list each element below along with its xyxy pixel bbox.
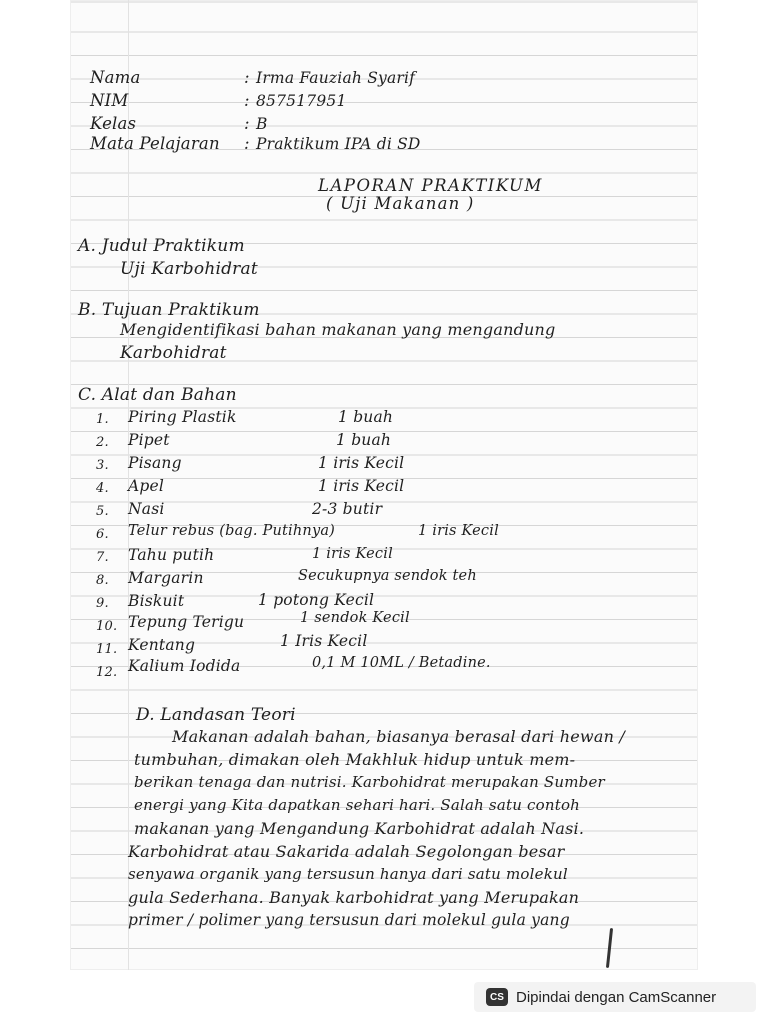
material-number: 7. [96,550,109,565]
section-b-body-line-1: Mengidentifikasi bahan makanan yang mengandung [120,320,556,339]
identity-value-nama: Irma Fauziah Syarif [256,69,416,87]
material-number: 5. [96,504,109,519]
material-name: Kalium Iodida [128,657,241,675]
theory-line: gula Sederhana. Banyak karbohidrat yang Merupakan [128,888,580,907]
material-number: 8. [96,573,109,588]
identity-label-mata-pelajaran: Mata Pelajaran [90,134,220,153]
material-name: Pisang [128,454,182,472]
identity-label-nim: NIM [90,91,129,110]
material-name: Nasi [128,500,165,518]
material-quantity: 1 iris Kecil [318,477,405,495]
material-quantity: 1 sendok Kecil [300,610,410,626]
material-number: 10. [96,619,118,634]
identity-label-kelas: Kelas [90,114,137,133]
identity-value-mata-pelajaran: Praktikum IPA di SD [256,135,421,153]
theory-line: energi yang Kita dapatkan sehari hari. Salah satu contoh [134,796,581,814]
material-quantity: 1 potong Kecil [258,591,375,609]
identity-colon: : [244,114,250,133]
material-name: Margarin [128,569,204,587]
section-b-body-line-2: Karbohidrat [120,343,227,363]
material-number: 4. [96,481,109,496]
material-number: 2. [96,435,109,450]
identity-colon: : [244,91,250,110]
theory-line: primer / polimer yang tersusun dari molekul gula yang [128,911,570,929]
identity-label-nama: Nama [90,68,141,87]
identity-colon: : [244,134,250,153]
theory-line: makanan yang Mengandung Karbohidrat adalah Nasi. [134,819,585,838]
theory-line: tumbuhan, dimakan oleh Makhluk hidup untuk mem- [134,750,576,769]
material-quantity: 1 iris Kecil [312,546,393,562]
section-d-heading: D. Landasan Teori [136,705,296,725]
material-quantity: Secukupnya sendok teh [298,568,477,584]
camscanner-logo-icon: CS [486,988,508,1006]
material-quantity: 0,1 M 10ML / Betadine. [312,655,491,671]
material-number: 12. [96,665,118,680]
material-quantity: 1 iris Kecil [318,454,405,472]
theory-line: Karbohidrat atau Sakarida adalah Segolongan besar [128,842,565,861]
theory-line: senyawa organik yang tersusun hanya dari satu molekul [128,865,568,883]
report-title: LAPORAN PRAKTIKUM [318,176,543,195]
material-quantity: 1 iris Kecil [418,523,499,539]
material-name: Tepung Terigu [128,613,245,631]
material-quantity: 1 buah [338,408,394,426]
material-name: Tahu putih [128,546,215,564]
section-a-body: Uji Karbohidrat [120,259,258,279]
material-number: 3. [96,458,109,473]
section-a-heading: A. Judul Praktikum [78,236,245,256]
material-name: Telur rebus (bag. Putihnya) [128,523,336,539]
section-c-heading: C. Alat dan Bahan [78,385,237,405]
material-name: Piring Plastik [128,408,237,426]
theory-line: Makanan adalah bahan, biasanya berasal dari hewan / [172,727,625,746]
material-name: Pipet [128,431,170,449]
theory-line: berikan tenaga dan nutrisi. Karbohidrat merupakan Sumber [134,773,605,791]
identity-value-kelas: B [256,115,268,133]
material-quantity: 1 Iris Kecil [280,632,368,650]
material-number: 11. [96,642,118,657]
report-subtitle: ( Uji Makanan ) [326,194,475,213]
identity-colon: : [244,68,250,87]
section-b-heading: B. Tujuan Praktikum [78,300,260,320]
material-quantity: 1 buah [336,431,392,449]
material-name: Biskuit [128,592,185,610]
material-name: Kentang [128,636,196,654]
identity-value-nim: 857517951 [256,92,347,110]
material-name: Apel [128,477,165,495]
material-quantity: 2-3 butir [312,500,383,518]
material-number: 1. [96,412,109,427]
material-number: 9. [96,596,109,611]
camscanner-watermark [474,982,756,1012]
watermark-text: Dipindai dengan CamScanner [516,988,717,1006]
material-number: 6. [96,527,109,542]
